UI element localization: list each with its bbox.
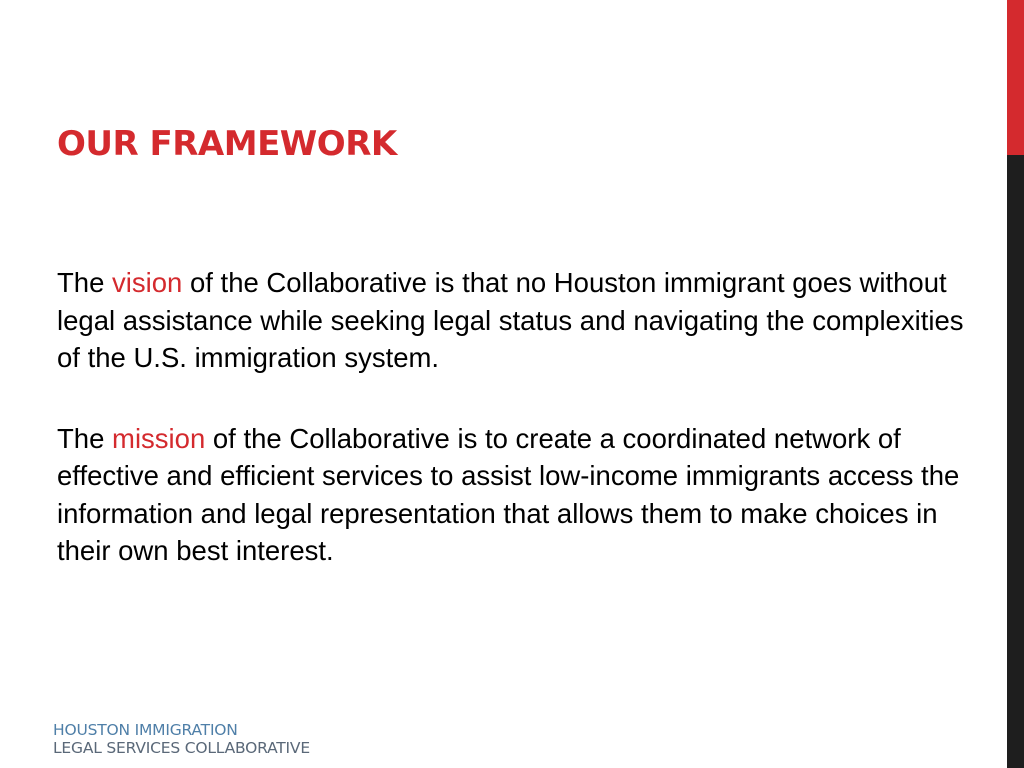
- side-bar-accent-segment: [1007, 0, 1024, 155]
- slide-title: OUR FRAMEWORK: [57, 124, 397, 164]
- vision-lead: The: [57, 267, 113, 298]
- organization-logo: [53, 721, 310, 757]
- mission-text: of the Collaborative is to create a coordinated network of effective and efficient services to assist low-income immigrants access the information and legal representation that allows them to make choices in their own best interest.: [57, 422, 960, 566]
- vision-keyword: vision: [112, 267, 183, 298]
- vision-paragraph: [57, 264, 992, 377]
- side-decor-bar: [1007, 0, 1024, 768]
- logo-line-1: HOUSTON IMMIGRATION: [53, 721, 238, 739]
- side-bar-dark-segment: [1007, 155, 1024, 768]
- vision-text: of the Collaborative is that no Houston immigrant goes without legal assistance while seeking legal status and navigating the complexities of the U.S. immigration system.: [57, 267, 964, 373]
- mission-paragraph: [57, 420, 992, 570]
- mission-lead: The: [57, 422, 113, 454]
- mission-keyword: mission: [112, 422, 206, 454]
- slide-body: [57, 264, 992, 613]
- logo-line-2: LEGAL SERVICES COLLABORATIVE: [53, 739, 310, 757]
